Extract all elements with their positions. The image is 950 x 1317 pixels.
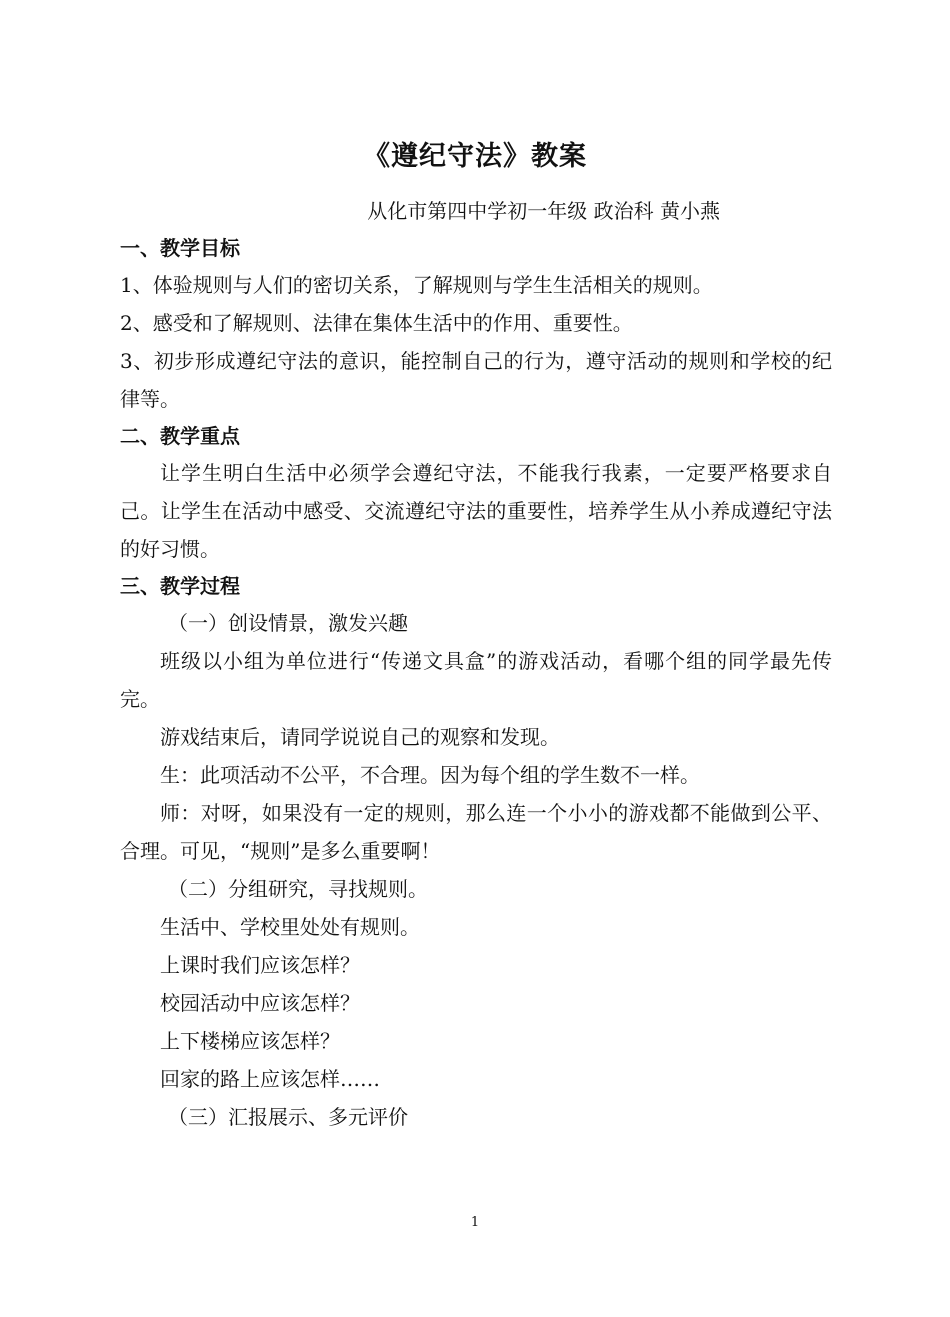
process-paragraph: 师：对呀，如果没有一定的规则，那么连一个小小的游戏都不能做到公平、合理。可见，“规则”是多么重要啊！ [120, 801, 832, 863]
process-question: 回家的路上应该怎样…… [160, 1067, 380, 1091]
process-paragraph: 班级以小组为单位进行“传递文具盒”的游戏活动，看哪个组的同学最先传完。 [120, 649, 832, 711]
process-paragraph: 生活中、学校里处处有规则。 [160, 915, 420, 939]
section-heading-process: 三、教学过程 [120, 574, 240, 598]
process-paragraph: 游戏结束后，请同学说说自己的观察和发现。 [160, 725, 560, 749]
objective-item: 2、感受和了解规则、法律在集体生活中的作用、重要性。 [120, 311, 633, 335]
author-line: 从化市第四中学初一年级 政治科 黄小燕 [367, 199, 720, 223]
process-subheading: （一）创设情景，激发兴趣 [168, 611, 408, 635]
page-number: 1 [470, 1215, 480, 1230]
document-body [120, 230, 832, 1136]
process-question: 上下楼梯应该怎样？ [160, 1029, 340, 1053]
process-subheading: （二）分组研究，寻找规则。 [168, 877, 428, 901]
key-points-paragraph: 让学生明白生活中必须学会遵纪守法，不能我行我素，一定要严格要求自己。让学生在活动中感受、交流遵纪守法的重要性，培养学生从小养成遵纪守法的好习惯。 [120, 461, 832, 561]
objective-item: 3、初步形成遵纪守法的意识，能控制自己的行为，遵守活动的规则和学校的纪律等。 [120, 349, 832, 411]
section-heading-key-points: 二、教学重点 [120, 424, 240, 448]
process-question: 校园活动中应该怎样？ [160, 991, 360, 1015]
process-subheading: （三）汇报展示、多元评价 [168, 1105, 408, 1129]
document-title: 《遵纪守法》教案 [363, 141, 587, 172]
objective-item: 1、体验规则与人们的密切关系，了解规则与学生生活相关的规则。 [120, 273, 713, 297]
process-question: 上课时我们应该怎样？ [160, 953, 360, 977]
process-paragraph: 生：此项活动不公平，不合理。因为每个组的学生数不一样。 [160, 763, 700, 787]
section-heading-objectives: 一、教学目标 [120, 236, 240, 260]
